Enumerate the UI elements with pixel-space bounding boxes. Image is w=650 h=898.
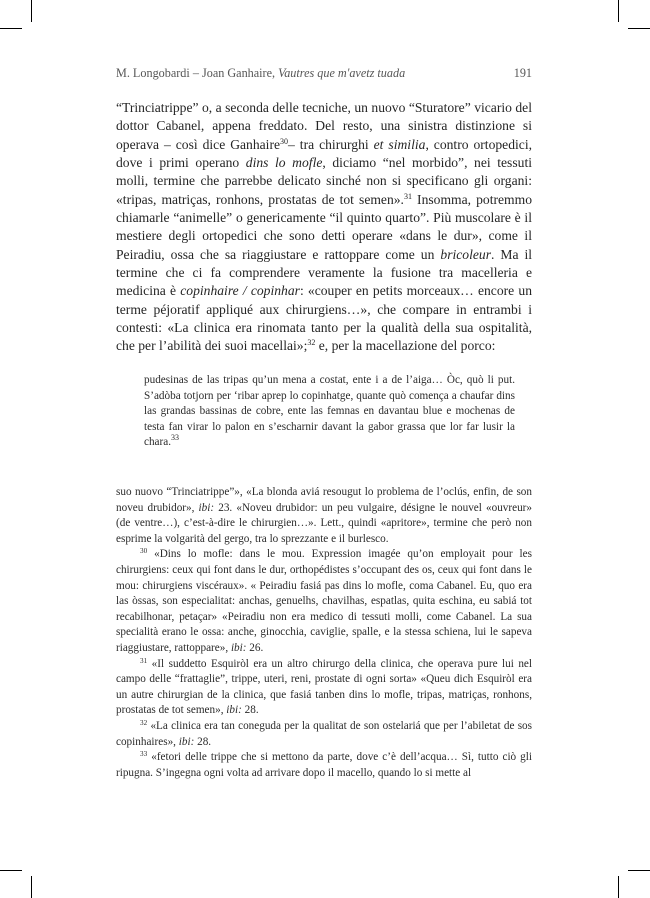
footnote-32: $^{32}$ «La clinica era tan coneguda per la qualitat de son ostelariá que per l’abiletat de sos copinhaires», ibi: 28.: [116, 718, 532, 748]
crop-mark: [628, 28, 650, 29]
crop-mark: [628, 870, 650, 871]
footnote-31: $^{31}$ «Il suddetto Esquiròl era un altro chirurgo della clinica, che operava pure lui nel campo delle “frattaglie”, trippe, uteri, reni, prostate di ogni sorta» «Queu dich Esquiròl era un autre chirurgian de la clinica, que fasiá tanben dins lo mofle, tripas, matriças, ronhons, prostatas de tot semen», ibi: 28.: [116, 656, 532, 717]
footnote-ref-32[interactable]: 32: [307, 338, 316, 348]
footnote-continuation: suo nuovo “Trinciatrippe”», «La blonda aviá resougut lo problema de l’oclús, enfin, de son noveu drubidor», ibi: 23. «Noveu drubidor: un peu vulgaire, désigne le nouvel «ouvreur» (de ventre…), c’est-à-dire le chirurgien…». Lett., quindi «apritore», termine che però non esprime la volgarità del gergo, tra lo sprezzante e il burlesco.: [116, 486, 532, 545]
page-number: 191: [513, 66, 532, 80]
footnote-33: $^{33}$ «fetori delle trippe che si mettono da parte, dove c’è dell’acqua… Sì, tutto ciò gli ripugna. S’ingegna ogni volta ad arrivare dopo il macello, quando lo si mette al: [116, 750, 532, 779]
footnotes: [116, 485, 532, 781]
crop-mark: [0, 28, 22, 29]
block-quote: pudesinas de las tripas qu’un mena a costat, ente i a de l’aiga… Òc, quò li put. S’adòba totjorn per ‘ribar aprep lo copinhatge, quante quò comença a chaufar dins las grandas bassinas de cobre, ente las femnas en davantau blue e mochenas de testa fan virar lo palon en s’escharnir davant la gabor grassa que lor far lusir la chara.$^{33}$: [144, 374, 515, 449]
crop-mark: [31, 0, 32, 22]
crop-mark: [618, 0, 619, 22]
footnote-30: $^{30}$ «Dins lo mofle: dans le mou. Expression imagée qu’on employait pour les chirurgiens: ceux qui font dans le dur, orthopédistes s’occupant des os, ceux qui font dans le mou: chirurgiens viscéraux». « Peiradiu fasiá pas dins lo mofle, coma Cabanel. Eu, quo era las òssas, son especialitat: anchas, genuelhs, chavilhas, espatlas, quita eschina, eu sabiá tot recabilhonar, petaçar» «Peiradiu non era medico di tessuti molli, come Cabanel. La sua specialità erano le ossa: anche, ginocchia, caviglie, spalle, e la stessa schiena, lui le sapeva riaggiustare, rattoppare», ibi: 26.: [116, 547, 532, 654]
crop-mark: [618, 876, 619, 898]
crop-mark: [0, 870, 22, 871]
running-title: M. Longobardi – Joan Ganhaire, Vautres que m'avetz tuada: [116, 66, 406, 80]
footnote-ref-30[interactable]: 30: [280, 136, 289, 146]
main-paragraph: “Trinciatrippe” o, a seconda delle tecniche, un nuovo “Sturatore” vicario del dottor Cabanel, appena freddato. Del resto, una sinistra distinzione si operava – così dice Ganhaire$^{30}$– tra chirurghi et similia, contro ortopedici, dove i primi operano dins lo mofle, diciamo “nel morbido”, nei tessuti molli, termine che parrebbe delicato sinché non si specificano gli organi: «tripas, matriças, ronhons, prostatas de tot semen».$^{31}$ Insomma, potremmo chiamarle “animelle” o genericamente “il quinto quarto”. Più muscolare è il mestiere degli ortopedici che sono detti operare «dans le dur», come il Peiradiu, ossa che sa riaggiustare e rattoppare come un bricoleur. Ma il termine che ci fa comprendere veramente la fusione tra macelleria e medicina è copinhaire / copinhar: «couper en petits morceaux… encore un terme péjoratif appliqué aux chirurgiens…», che compare in entrambi i contesti: «La clinica era rinomata tanto per la qualità della sua ospitalità, che per l’abilità dei suoi macellai»;$^{32}$ e, per la macellazione del porco:: [116, 100, 533, 354]
footnote-ref-33[interactable]: 33: [171, 433, 180, 443]
footnote-ref-31[interactable]: 31: [403, 191, 412, 201]
crop-mark: [31, 876, 32, 898]
running-header: [116, 66, 532, 81]
